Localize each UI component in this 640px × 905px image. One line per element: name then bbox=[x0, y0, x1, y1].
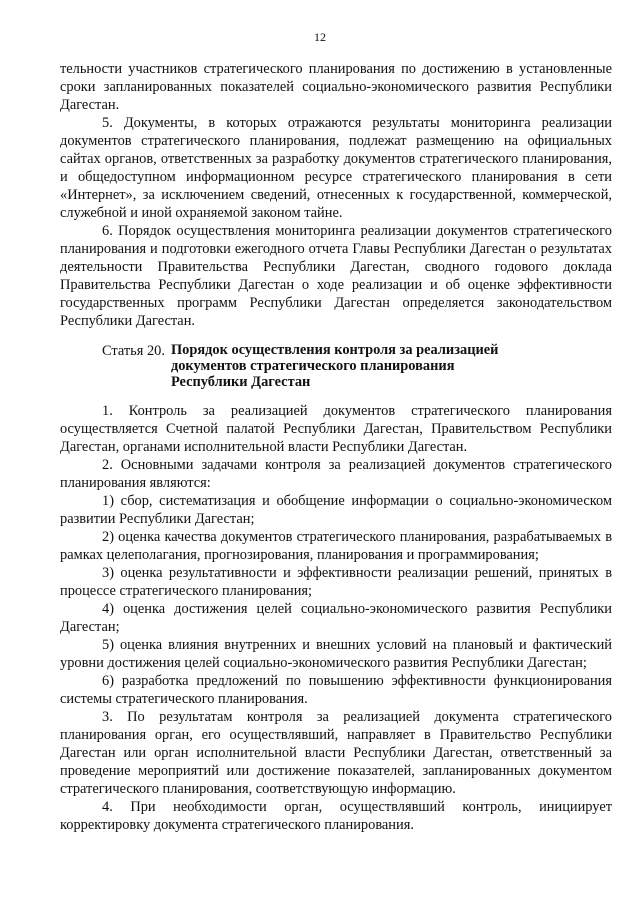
clause-4: 4. При необходимости орган, осуществлявший контроль, инициирует корректировку документа стратегического планирования. bbox=[60, 799, 612, 833]
subclause-3: 3) оценка результативности и эффективности реализации решений, принятых в процессе стратегического планирования; bbox=[60, 565, 612, 599]
article-title-line: документов стратегического планирования bbox=[170, 358, 455, 374]
subclause-4: 4) оценка достижения целей социально-экономического развития Республики Дагестан; bbox=[60, 601, 612, 635]
article-label: Статья 20. bbox=[102, 343, 165, 359]
subclause-5: 5) оценка влияния внутренних и внешних условий на плановый и фактический уровни достижения целей социально-экономического развития Республики Дагестан; bbox=[60, 637, 612, 671]
article-heading bbox=[102, 342, 612, 390]
continued-paragraph: тельности участников стратегического планирования по достижению в установленные сроки запланированных показателей социально-экономического развития Республики Дагестан. bbox=[60, 61, 612, 113]
clause-2: 2. Основными задачами контроля за реализацией документов стратегического планирования являются: bbox=[60, 457, 612, 491]
paragraph-5: 5. Документы, в которых отражаются результаты мониторинга реализации документов стратегического планирования, подлежат размещению на официальных сайтах органов, ответственных за разработку документов стратегического планирования, и общедоступном информационном ресурсе стратегического планирования в сети «Интернет», за исключением сведений, отнесенных к государственной, коммерческой, служебной и иной охраняемой законом тайне. bbox=[60, 115, 612, 221]
article-title-line: Республики Дагестан bbox=[170, 374, 311, 390]
subclause-2: 2) оценка качества документов стратегического планирования, разрабатываемых в рамках целеполагания, прогнозирования, планирования и программирования; bbox=[60, 529, 612, 563]
clause-1: 1. Контроль за реализацией документов стратегического планирования осуществляется Счетной палатой Республики Дагестан, Правительством Республики Дагестан, органами исполнительной власти Республики Дагестан. bbox=[60, 403, 612, 455]
clause-3: 3. По результатам контроля за реализацией документа стратегического планирования орган, его осуществлявший, направляет в Правительство Республики Дагестан или орган исполнительной власти Республики Дагестан, ответственный за проведение мероприятий или достижение показателей, запланированных документом стратегического планирования, соответствующую информацию. bbox=[60, 709, 612, 797]
subclause-1: 1) сбор, систематизация и обобщение информации о социально-экономическом развитии Республики Дагестан; bbox=[60, 493, 612, 527]
page-number: 12 bbox=[314, 30, 326, 44]
article-title-line: Порядок осуществления контроля за реализацией bbox=[170, 342, 499, 358]
document-body bbox=[60, 60, 612, 834]
subclause-6: 6) разработка предложений по повышению эффективности функционирования системы стратегического планирования. bbox=[60, 673, 612, 707]
paragraph-6: 6. Порядок осуществления мониторинга реализации документов стратегического планирования и подготовки ежегодного отчета Главы Республики Дагестан о результатах деятельности Правительства Республики Дагестан, сводного годового доклада Правительства Республики Дагестан о ходе реализации и об оценке эффективности государственных программ Республики Дагестан определяется законодательством Республики Дагестан. bbox=[60, 223, 612, 329]
article-title bbox=[171, 342, 499, 390]
